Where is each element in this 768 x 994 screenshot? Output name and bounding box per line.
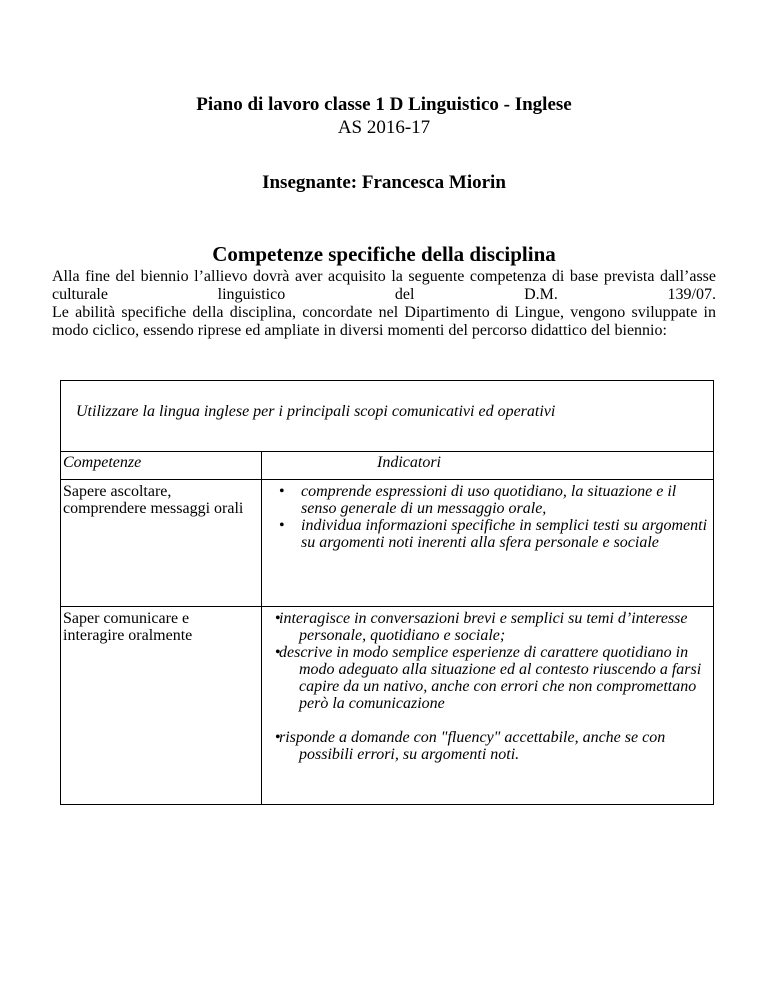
bullet-icon: • <box>275 610 281 627</box>
column-header-indicatori: Indicatori <box>377 454 441 471</box>
table-divider <box>61 606 713 607</box>
indicator-item: • descrive in modo semplice esperienze di carattere quotidiano in modo adeguato alla situazione ed al contesto riuscendo a farsi capire da un nativo, anche con errori che non compromettano però la comunicazione <box>275 644 702 712</box>
document-title: Piano di lavoro classe 1 D Linguistico - Inglese <box>196 94 572 115</box>
table-divider <box>61 479 713 480</box>
bullet-icon: • <box>275 644 281 661</box>
table-heading: Utilizzare la lingua inglese per i principali scopi comunicativi ed operativi <box>76 403 556 420</box>
bullet-icon: • <box>279 517 285 534</box>
table-column-divider <box>261 451 262 804</box>
competence-table <box>60 380 714 805</box>
document-header <box>0 94 768 140</box>
indicator-item: • comprende espressioni di uso quotidiano, la situazione e il senso generale di un messaggio orale, <box>279 483 677 517</box>
indicator-item: • individua informazioni specifiche in semplici testi su argomenti su argomenti noti inerenti alla sfera personale e sociale <box>279 517 708 551</box>
competence-speaking: Saper comunicare e interagire oralmente <box>63 610 193 644</box>
intro-text <box>52 268 716 340</box>
competence-listening: Sapere ascoltare, comprendere messaggi orali <box>63 483 244 517</box>
school-year: AS 2016-17 <box>337 117 431 138</box>
bullet-icon: • <box>279 483 285 500</box>
section-title: Competenze specifiche della disciplina <box>212 242 556 266</box>
bullet-icon: • <box>275 729 281 746</box>
indicator-item: • risponde a domande con "fluency" accettabile, anche se con possibili errori, su argomenti noti. <box>275 729 666 763</box>
intro-paragraph-2: Le abilità specifiche della disciplina, concordate nel Dipartimento di Lingue, vengono sviluppate in modo ciclico, essendo riprese ed ampliate in diversi momenti del percorso didattico del biennio: <box>52 304 716 339</box>
table-divider <box>61 451 713 452</box>
intro-paragraph-1: Alla fine del biennio l’allievo dovrà aver acquisito la seguente competenza di base prevista dall’asse culturale linguistico del D.M. 139/07. <box>52 268 716 303</box>
teacher-name: Insegnante: Francesca Miorin <box>262 172 506 193</box>
column-header-competenze: Competenze <box>63 454 142 471</box>
indicator-item: • interagisce in conversazioni brevi e semplici su temi d’interesse personale, quotidiano e sociale; <box>275 610 688 644</box>
